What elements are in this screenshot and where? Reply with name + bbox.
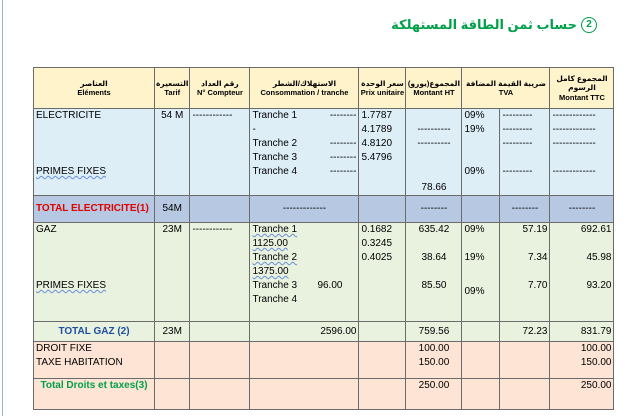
gaz-elements-cell: GAZ PRIMES FIXES	[34, 223, 155, 322]
total-droits-ttc: 250.00	[550, 379, 614, 410]
elec-elements-cell	[34, 109, 155, 196]
droits-labels-cell: DROIT FIXE TAXE HABITATION	[34, 342, 155, 379]
total-droits-montant: 250.00	[406, 379, 462, 410]
total-droits-label: Total Droits et taxes(3)	[34, 379, 155, 410]
total-droits-row	[34, 379, 614, 410]
gaz-tva-rate-cell: 09% 19% 09%	[462, 223, 500, 322]
gaz-montant-cell: 635.42 38.64 85.50	[406, 223, 462, 322]
energy-cost-table	[33, 67, 614, 410]
gaz-tarif-cell: 23M	[155, 223, 190, 322]
total-gaz-label: TOTAL GAZ (2)	[34, 322, 155, 342]
header-consommation: الاستهلاك/الشطر Consommation / tranche	[250, 68, 359, 109]
header-montant-ht: المجموع(يورو) Montant HT	[406, 68, 462, 109]
header-row	[34, 68, 614, 109]
droits-ttc-cell: 100.00 150.00	[550, 342, 614, 379]
gaz-prix-cell: 0.1682 0.3245 0.4025	[359, 223, 406, 322]
section-title: حساب ثمن الطاقة المستهلكة	[391, 17, 577, 32]
elec-conso-cell: Tranche 1 -------- - Tranche 2 -------- Tranche 3 -------- Tranche 4 --------	[250, 109, 359, 196]
header-montant-ttc: المجموع كامل الرسوم Montant TTC	[550, 68, 614, 109]
gaz-compteur-cell: ------------	[190, 223, 250, 322]
gaz-primes-label: PRIMES FIXES	[36, 280, 107, 291]
total-gaz-tarif: 23M	[155, 322, 190, 342]
elec-compteur-cell: ------------	[190, 109, 250, 196]
total-elec-ttc: --------	[550, 196, 614, 223]
total-gaz-conso: 2596.00	[250, 322, 359, 342]
total-electricite-row	[34, 196, 614, 223]
total-gaz-tva: 72.23	[500, 322, 550, 342]
gaz-ttc-cell: 692.61 45.98 93.20	[550, 223, 614, 322]
elec-prix-cell: 1.7787 4.1789 4.8120 5.4796	[359, 109, 406, 196]
page-margin-line	[2, 0, 3, 416]
elec-tarif-cell: 54 M	[155, 109, 190, 196]
section-number-badge: 2	[581, 17, 597, 33]
elec-label: ELECTRICITE	[36, 110, 102, 121]
header-tva: ضريبة القيمة المضافة TVA	[462, 68, 550, 109]
elec-primes-montant: 78.66	[421, 182, 447, 193]
electricite-row	[34, 109, 614, 196]
total-gaz-ttc: 831.79	[550, 322, 614, 342]
total-elec-tva: --------	[500, 196, 550, 223]
elec-primes-label: PRIMES FIXES	[36, 166, 107, 177]
droits-row	[34, 342, 614, 379]
total-gaz-montant: 759.56	[406, 322, 462, 342]
droits-montant-cell: 100.00 150.00	[406, 342, 462, 379]
elec-tva-rate-cell: 09% 19% 09%	[462, 109, 500, 196]
gaz-row	[34, 223, 614, 322]
header-elements: العناصر Eléments	[34, 68, 155, 109]
header-compteur: رقم العداد N° Compteur	[190, 68, 250, 109]
elec-montant-cell: ---------- ---------- 78.66	[406, 109, 462, 196]
elec-ttc-cell: ------------- ------------- ------------- -------------	[550, 109, 614, 196]
header-prix: سعر الوحدة Prix unitaire	[359, 68, 406, 109]
elec-tva-cell: --------- --------- --------- ---------	[500, 109, 550, 196]
header-tarif: التسعيرة Tarif	[155, 68, 190, 109]
gaz-tva-cell: 57.19 7.34 7.70	[500, 223, 550, 322]
total-elec-tarif: 54M	[155, 196, 190, 223]
gaz-conso-cell: Tranche 1 1125.00 Tranche 2 1375.00 Tranche 3 96.00 Tranche 4	[250, 223, 359, 322]
total-elec-montant: --------	[406, 196, 462, 223]
total-gaz-row	[34, 322, 614, 342]
total-elec-conso: -------------	[250, 196, 359, 223]
section-heading	[391, 17, 597, 33]
total-elec-label: TOTAL ELECTRICITE(1)	[34, 196, 155, 223]
